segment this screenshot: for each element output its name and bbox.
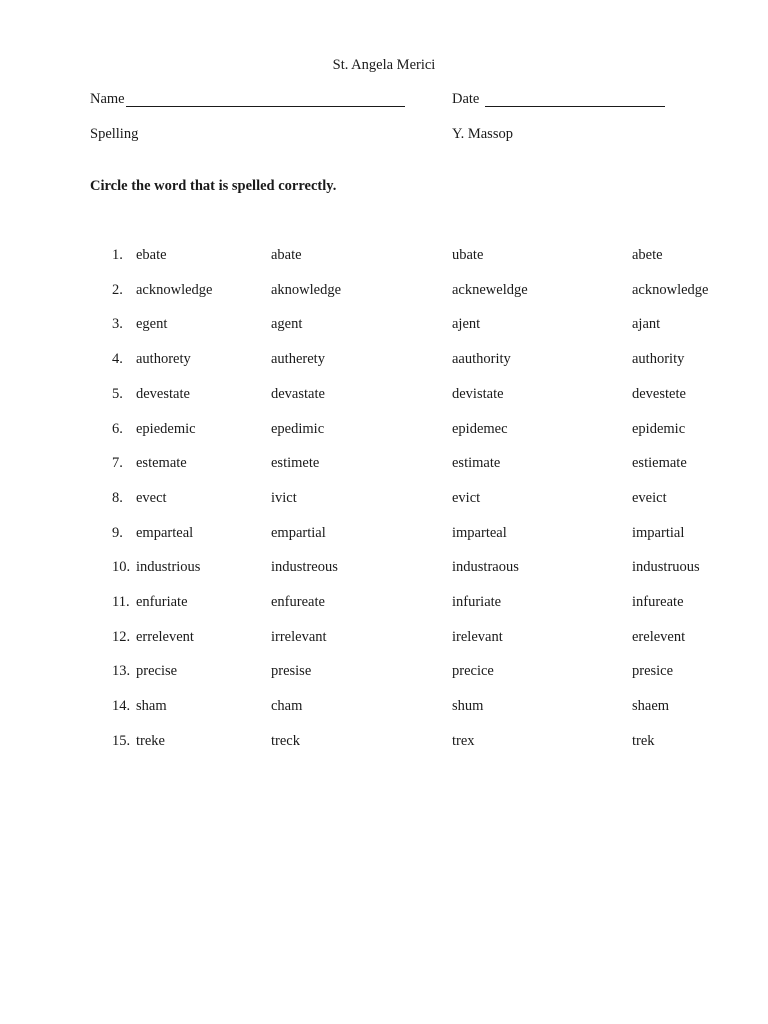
word-choice[interactable]: autherety xyxy=(271,351,325,368)
word-choice[interactable]: precise xyxy=(136,663,178,680)
list-item xyxy=(0,559,768,579)
name-label: Name xyxy=(90,91,125,107)
word-choice[interactable]: devistate xyxy=(452,385,504,402)
word-choice[interactable]: cham xyxy=(271,698,303,715)
word-choice[interactable]: imparteal xyxy=(452,524,507,541)
list-item xyxy=(0,316,768,336)
item-number: 14. xyxy=(112,698,131,715)
subject-label: Spelling xyxy=(90,126,139,142)
word-choice[interactable]: estimete xyxy=(271,455,320,472)
item-number: 9. xyxy=(112,524,123,541)
word-choice[interactable]: impartial xyxy=(632,524,685,541)
item-number: 13. xyxy=(112,663,131,680)
word-choice[interactable]: ajant xyxy=(632,316,661,333)
item-number: 11. xyxy=(112,594,130,610)
word-choice[interactable]: ubate xyxy=(452,247,484,263)
word-choice[interactable]: egent xyxy=(136,316,168,333)
word-choice[interactable]: abate xyxy=(271,247,302,263)
word-choice[interactable]: empartial xyxy=(271,524,326,541)
word-choice[interactable]: enfuriate xyxy=(136,594,188,610)
list-item xyxy=(0,386,768,406)
item-number: 6. xyxy=(112,420,123,437)
word-choice[interactable]: epidemic xyxy=(632,420,686,437)
list-item xyxy=(0,594,768,614)
word-choice[interactable]: industruous xyxy=(632,559,700,576)
word-choice[interactable]: industraous xyxy=(452,559,519,576)
teacher-name: Y. Massop xyxy=(452,126,513,142)
word-choice[interactable]: epedimic xyxy=(271,420,325,437)
word-choice[interactable]: ivict xyxy=(271,489,297,506)
date-label: Date xyxy=(452,91,480,107)
word-choice[interactable]: acknowledge xyxy=(632,281,709,298)
item-number: 15. xyxy=(112,732,131,749)
list-item xyxy=(0,490,768,510)
list-item xyxy=(0,698,768,718)
list-item xyxy=(0,629,768,649)
word-choice[interactable]: industreous xyxy=(271,559,338,576)
item-number: 10. xyxy=(112,559,131,576)
word-choice[interactable]: aauthority xyxy=(452,351,511,368)
word-choice[interactable]: treke xyxy=(136,732,165,749)
item-number: 1. xyxy=(112,247,123,263)
word-choice[interactable]: evict xyxy=(452,489,481,506)
word-choice[interactable]: presice xyxy=(632,663,674,680)
word-choice[interactable]: irelevant xyxy=(452,628,503,645)
word-choice[interactable]: trek xyxy=(632,732,655,749)
word-choice[interactable]: ebate xyxy=(136,247,167,263)
item-number: 5. xyxy=(112,385,123,402)
word-choice[interactable]: evect xyxy=(136,489,167,506)
word-choice[interactable]: infuriate xyxy=(452,594,502,610)
word-choice[interactable]: aknowledge xyxy=(271,281,342,298)
item-number: 2. xyxy=(112,281,123,298)
word-choice[interactable]: epiedemic xyxy=(136,420,196,437)
item-number: 7. xyxy=(112,455,123,472)
word-choice[interactable]: devestete xyxy=(632,385,686,402)
word-choice[interactable]: presise xyxy=(271,663,312,680)
word-choice[interactable]: estemate xyxy=(136,455,187,472)
item-number: 4. xyxy=(112,351,123,368)
word-choice[interactable]: erelevent xyxy=(632,628,686,645)
list-item xyxy=(0,247,768,267)
word-choice[interactable]: trex xyxy=(452,732,475,749)
word-choice[interactable]: shum xyxy=(452,698,484,715)
list-item xyxy=(0,525,768,545)
word-choice[interactable]: shaem xyxy=(632,698,670,715)
word-choice[interactable]: industrious xyxy=(136,559,201,576)
word-choice[interactable]: devestate xyxy=(136,385,190,402)
word-choice[interactable]: ackneweldge xyxy=(452,281,528,298)
item-number: 12. xyxy=(112,628,131,645)
word-choice[interactable]: errelevent xyxy=(136,628,194,645)
list-item xyxy=(0,733,768,753)
word-choice[interactable]: eveict xyxy=(632,489,667,506)
item-number: 3. xyxy=(112,316,123,333)
item-number: 8. xyxy=(112,489,123,506)
word-choice[interactable]: ajent xyxy=(452,316,481,333)
list-item xyxy=(0,351,768,371)
word-choice[interactable]: infureate xyxy=(632,594,684,610)
word-choice[interactable]: authority xyxy=(632,351,685,368)
word-choice[interactable]: authorety xyxy=(136,351,191,368)
list-item xyxy=(0,282,768,302)
word-choice[interactable]: sham xyxy=(136,698,167,715)
word-choice[interactable]: irrelevant xyxy=(271,628,327,645)
word-choice[interactable]: enfureate xyxy=(271,594,325,610)
word-choice[interactable]: epidemec xyxy=(452,420,508,437)
word-choice[interactable]: abete xyxy=(632,247,663,263)
word-choice[interactable]: devastate xyxy=(271,385,325,402)
list-item xyxy=(0,663,768,683)
word-choice[interactable]: estiemate xyxy=(632,455,687,472)
word-choice[interactable]: emparteal xyxy=(136,524,194,541)
word-choice[interactable]: agent xyxy=(271,316,303,333)
name-blank-line xyxy=(126,106,405,107)
list-item xyxy=(0,421,768,441)
word-choice[interactable]: estimate xyxy=(452,455,501,472)
date-blank-line xyxy=(485,106,665,107)
word-choice[interactable]: acknowledge xyxy=(136,281,213,298)
list-item xyxy=(0,455,768,475)
instructions: Circle the word that is spelled correctly. xyxy=(90,178,337,194)
word-choice[interactable]: precice xyxy=(452,663,494,680)
word-choice[interactable]: treck xyxy=(271,732,300,749)
school-title: St. Angela Merici xyxy=(332,57,436,73)
